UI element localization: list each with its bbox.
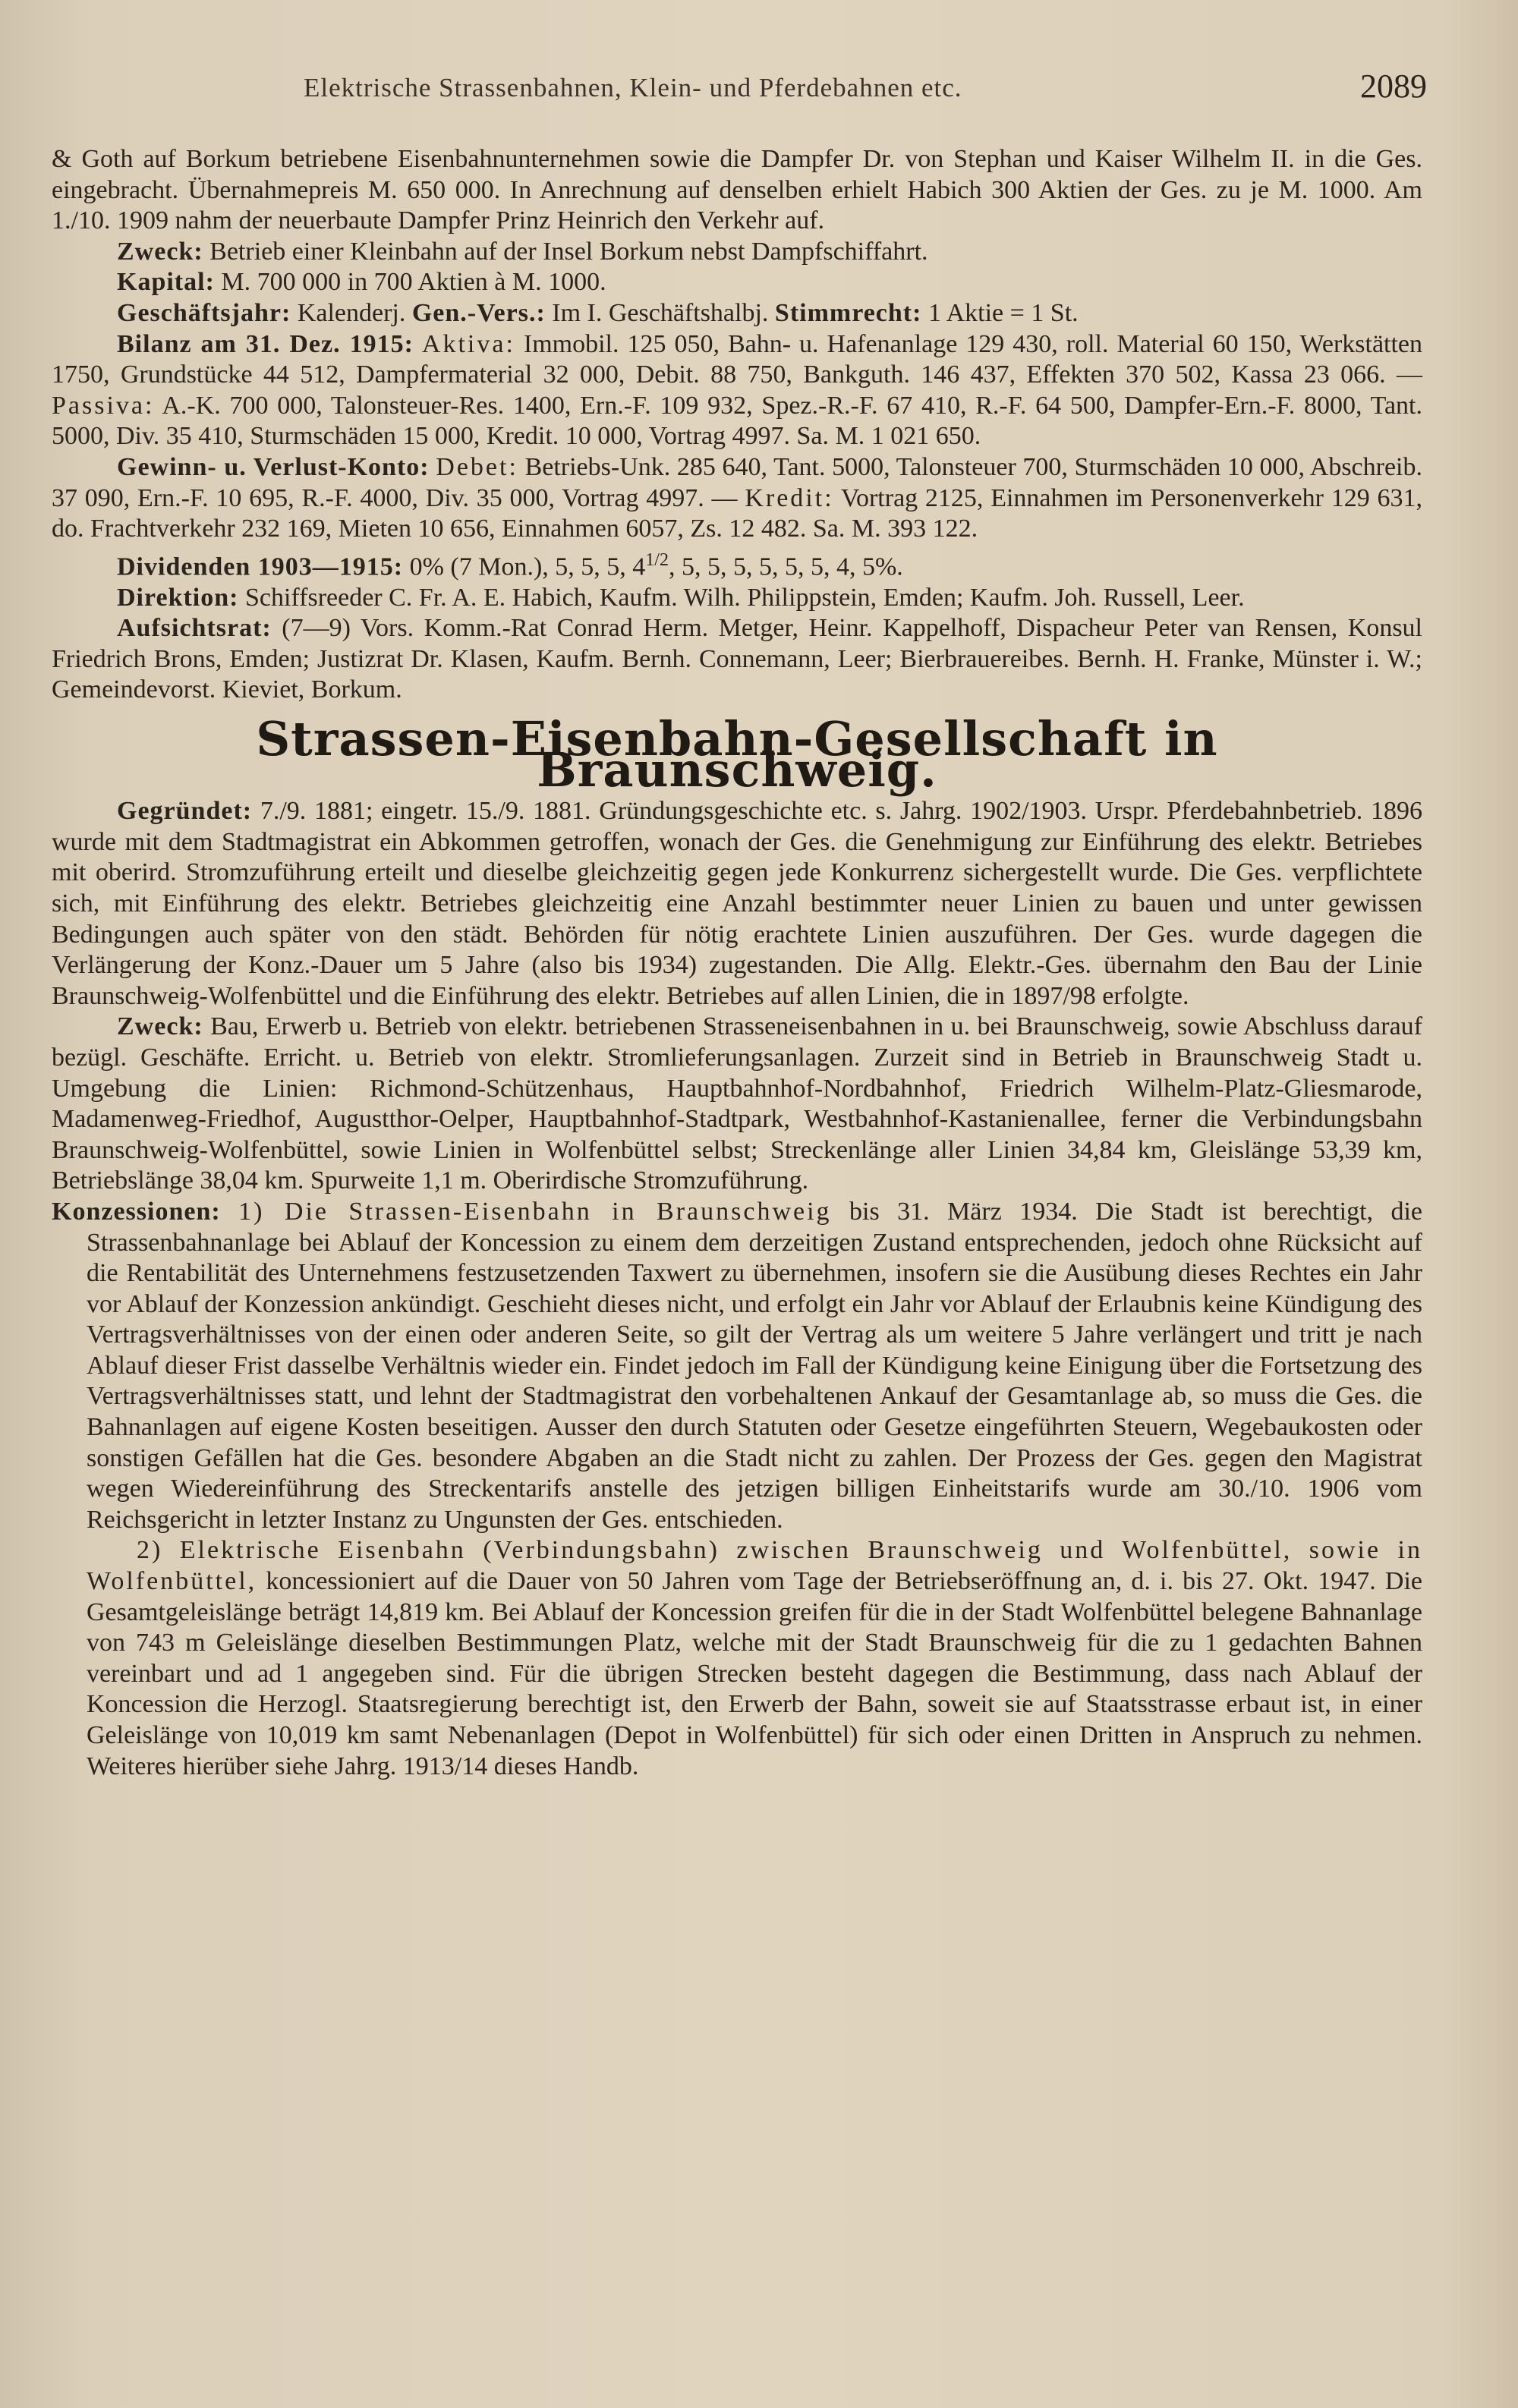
bs-zweck: Zweck: Bau, Erwerb u. Betrieb von elektr. betriebenen Strasseneisenbahnen in u. bei Braunschweig, sowie Abschluss darauf bezügl. Geschäfte. Erricht. u. Betrieb von elektr. Stromlieferungsanlagen. Zurzeit sind in Betrieb in Braunschweig Stadt u. Umgebung die Linien: Richmond-Schützenhaus, Hauptbahnhof-Nordbahnhof, Friedrich Wilhelm-Platz-Gliesmarode, Madamenweg-Friedhof, Augustthor-Oelper, Hauptbahnhof-Stadtpark, Westbahnhof-Kastanienallee, ferner die Verbindungsbahn Braunschweig-Wolfenbüttel, sowie Linien in Wolfenbüttel selbst; Streckenlänge aller Linien 34,84 km, Gleislänge 53,39 km, Betriebslänge 38,04 km. Spurweite 1,1 m. Oberirdische Stromzuführung.: [52, 1012, 1422, 1195]
bs-gegruendet: Gegründet: 7./9. 1881; eingetr. 15./9. 1881. Gründungsgeschichte etc. s. Jahrg. 1902/1903. Urspr. Pferdebahnbetrieb. 1896 wurde mit dem Stadtmagistrat ein Abkommen getroffen, wonach der Ges. die Genehmigung zur Einführung des elektr. Betriebes mit oberird. Stromzuführung erteilt und dieselbe gleichzeitig gegen jede Konkurrenz sichergestellt wurde. Die Ges. verpflichtete sich, mit Einführung des elektr. Betriebes gleichzeitig eine Anzahl bestimmter neuer Linien zu bauen und unter gewissen Bedingungen auch später von den städt. Behörden für nötig erachtete Linien auszuführen. Der Ges. wurde dagegen die Verlängerung der Konz.-Dauer um 5 Jahre (also bis 1934) zugestanden. Die Allg. Elektr.-Ges. übernahm den Bau der Linie Braunschweig-Wolfenbüttel und die Einführung des elektr. Betriebes auf allen Linien, die in 1897/98 erfolgte.: [52, 797, 1422, 1010]
page-header: [304, 67, 1427, 112]
company-title: Strassen-Eisenbahn-Gesellschaft in Braunschweig.: [256, 711, 1218, 798]
page-number: 2089: [1360, 68, 1427, 105]
bs-konzession-1: Konzessionen: 1) Die Strassen-Eisenbahn in Braunschweig bis 31. März 1934. Die Stadt ist berechtigt, die Strassenbahnanlage bei Ablauf der Koncession zu einem dem derzeitigen Zustand entsprechenden, jedoch ohne Rücksicht auf die Rentabilität des Unternehmens festzusetzenden Taxwert zu übernehmen, insofern sie die Ausübung dieses Rechtes ein Jahr vor Ablauf der Konzession ankündigt. Geschieht dieses nicht, und erfolgt ein Jahr vor Ablauf der Erlaubnis keine Kündigung des Vertragsverhältnisses von der einen oder anderen Seite, so gilt der Vertrag als um weitere 5 Jahre verlängert und tritt je nach Ablauf dieser Frist dasselbe Verhältnis wieder ein. Findet jedoch im Fall der Kündigung keine Einigung über die Fortsetzung des Vertragsverhältnisses statt, und lehnt der Stadtmagistrat den vorbehaltenen Ankauf der Gesamtanlage ab, so muss die Ges. die Bahnanlagen auf eigene Kosten beseitigen. Ausser den durch Statuten oder Gesetze eingeführten Steuern, Wegebaukosten oder sonstigen Gefällen hat die Ges. besondere Abgaben an die Stadt nicht zu zahlen. Der Prozess der Ges. gegen den Magistrat wegen Wiedereinführung des Streckentarifs anstelle des jetzigen billigen Einheitstarifs wurde am 30./10. 1906 vom Reichsgericht in letzter Instanz zu Ungunsten der Ges. entschieden.: [52, 1197, 1423, 1534]
borkum-zweck: Zweck: Betrieb einer Kleinbahn auf der Insel Borkum nebst Dampfschiffahrt.: [117, 237, 928, 266]
borkum-geschaeftsjahr: Geschäftsjahr: Kalenderj. Gen.-Vers.: Im I. Geschäftshalbj. Stimmrecht: 1 Aktie = 1 St.: [117, 298, 1079, 327]
borkum-kapital: Kapital: M. 700 000 in 700 Aktien à M. 1000.: [117, 268, 606, 297]
borkum-bilanz: Bilanz am 31. Dez. 1915: Aktiva: Immobil. 125 050, Bahn- u. Hafenanlage 129 430, roll. Material 60 150, Werkstätten 1750, Grundstücke 44 512, Dampfermaterial 32 000, Debit. 88 750, Bankguth. 146 437, Effekten 370 502, Kassa 23 066. — Passiva: A.-K. 700 000, Talonsteuer-Res. 1400, Ern.-F. 109 932, Spez.-R.-F. 67 410, R.-F. 64 500, Dampfer-Ern.-F. 8000, Tant. 5000, Div. 35 410, Sturmschäden 15 000, Kredit. 10 000, Vortrag 4997. Sa. M. 1 021 650.: [52, 329, 1423, 451]
borkum-guv: Gewinn- u. Verlust-Konto: Debet: Betriebs-Unk. 285 640, Tant. 5000, Talonsteuer 700, Sturmschäden 10 000, Abschreib. 37 090, Ern.-F. 10 695, R.-F. 4000, Div. 35 000, Vortrag 4997. — Kredit: Vortrag 2125, Einnahmen im Personenverkehr 129 631, do. Frachtverkehr 232 169, Mieten 10 656, Einnahmen 6057, Zs. 12 482. Sa. M. 393 122.: [52, 452, 1422, 543]
borkum-aufsichtsrat: Aufsichtsrat: (7—9) Vors. Komm.-Rat Conrad Herm. Metger, Heinr. Kappelhoff, Dispacheur Peter van Rensen, Konsul Friedrich Brons, Emden; Justizrat Dr. Klasen, Kaufm. Bernh. Connemann, Leer; Bierbrauereibes. Bernh. H. Franke, Münster i. W.; Gemeindevorst. Kieviet, Borkum.: [52, 614, 1422, 704]
borkum-dividenden: Dividenden 1903—1915: 0% (7 Mon.), 5, 5, 5, $4^{1/2}$, 5, 5, 5, 5, 5, 5, 4, 5%.: [117, 549, 903, 581]
borkum-intro: & Goth auf Borkum betriebene Eisenbahnunternehmen sowie die Dampfer Dr. von Stephan und Kaiser Wilhelm II. in die Ges. eingebracht. Übernahmepreis M. 650 000. In Anrechnung auf denselben erhielt Habich 300 Aktien der Ges. zu je M. 1000. Am 1./10. 1909 nahm der neuerbaute Dampfer Prinz Heinrich den Verkehr auf.: [52, 145, 1422, 235]
page-body: [52, 144, 1422, 1782]
running-title: Elektrische Strassenbahnen, Klein- und Pferdebahnen etc.: [304, 73, 962, 102]
borkum-direktion: Direktion: Schiffsreeder C. Fr. A. E. Habich, Kaufm. Wilh. Philippstein, Emden; Kaufm. Joh. Russell, Leer.: [117, 583, 1245, 612]
bs-konzession-2: 2) Elektrische Eisenbahn (Verbindungsbahn) zwischen Braunschweig und Wolfenbüttel, sowie in Wolfenbüttel, koncessioniert auf die Dauer von 50 Jahren vom Tage der Betriebseröffnung an, d. i. bis 27. Okt. 1947. Die Gesamtgeleislänge beträgt 14,819 km. Bei Ablauf der Koncession greifen für die in der Stadt Wolfenbüttel belegene Bahnanlage von 743 m Geleislänge dieselben Bestimmungen Platz, welche mit der Stadt Braunschweig für die zu 1 gedachten Bahnen vereinbart und ad 1 angegeben sind. Für die übrigen Strecken besteht dagegen die Bestimmung, dass nach Ablauf der Koncession die Herzogl. Staatsregierung berechtigt ist, den Erwerb der Bahn, soweit sie auf Staatsstrasse erbaut ist, in einer Geleislänge von 10,019 km samt Nebenanlagen (Depot in Wolfenbüttel) für sich oder einen Dritten in Anspruch zu nehmen. Weiteres hierüber siehe Jahrg. 1913/14 dieses Handb.: [87, 1536, 1423, 1780]
